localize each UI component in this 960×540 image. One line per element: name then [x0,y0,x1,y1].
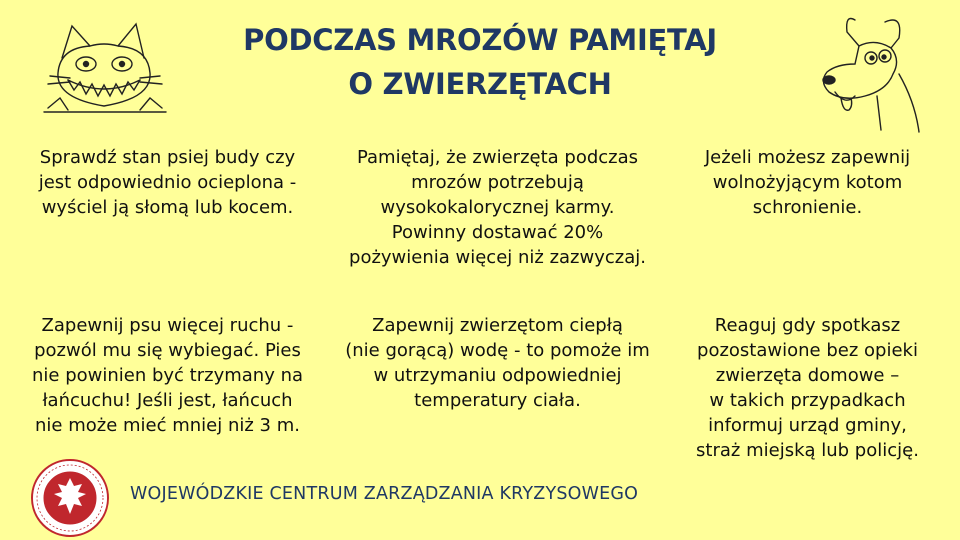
tip-line: Reaguj gdy spotkasz [714,315,901,336]
tip-high-calorie-food [325,145,670,270]
title-line-2: O ZWIERZĘTACH [348,67,612,101]
tip-line: Pamiętaj, że zwierzęta podczas [356,147,639,168]
title-line-1: PODCZAS MROZÓW PAMIĘTAJ [243,23,717,57]
tip-dog-exercise [10,313,325,438]
tip-line: Sprawdź stan psiej budy czy [39,147,296,168]
tip-line: nie powinien być trzymany na [31,365,304,386]
tip-line: informuj urząd gminy, [708,415,907,436]
cartoon-cat-icon [40,18,170,118]
tip-line: pożywienia więcej niż zazwyczaj. [349,247,646,268]
tip-line: Jeżeli możesz zapewnij [704,147,911,168]
tip-line: zwierzęta domowe – [715,365,900,386]
tip-line: Powinny dostawać 20% [391,222,604,243]
tip-line: Zapewnij zwierzętom ciepłą [372,315,623,336]
tip-warm-water [325,313,670,413]
tip-line: łańcuchu! Jeśli jest, łańcuch [42,390,293,411]
tip-line: wolnożyjącym kotom [712,172,903,193]
tip-line: pozwól mu się wybiegać. Pies [34,340,301,361]
tip-line: wyściel ją słomą lub kocem. [41,197,294,218]
voivodeship-office-seal-icon [30,458,110,538]
tip-line: Zapewnij psu więcej ruchu - [41,315,294,336]
tip-line: wysokokalorycznej karmy. [380,197,615,218]
tip-line: mrozów potrzebują [411,172,584,193]
poster-title [180,18,780,106]
cartoon-dog-icon [815,12,930,137]
tip-line: schronienie. [752,197,863,218]
tip-line: (nie gorącą) wodę - to pomoże im [345,340,650,361]
tip-line: jest odpowiednio ocieplona - [38,172,297,193]
tip-dog-kennel [10,145,325,220]
organization-name: WOJEWÓDZKIE CENTRUM ZARZĄDZANIA KRYZYSOWEGO [130,484,639,504]
tip-line: straż miejską lub policję. [696,440,919,461]
tip-line: nie może mieć mniej niż 3 m. [35,415,300,436]
tip-report-abandoned-pets [655,313,960,463]
tip-line: temperatury ciała. [414,390,581,411]
tip-shelter-for-cats [655,145,960,220]
tip-line: w takich przypadkach [709,390,906,411]
tip-line: w utrzymaniu odpowiedniej [373,365,622,386]
tip-line: pozostawione bez opieki [697,340,918,361]
